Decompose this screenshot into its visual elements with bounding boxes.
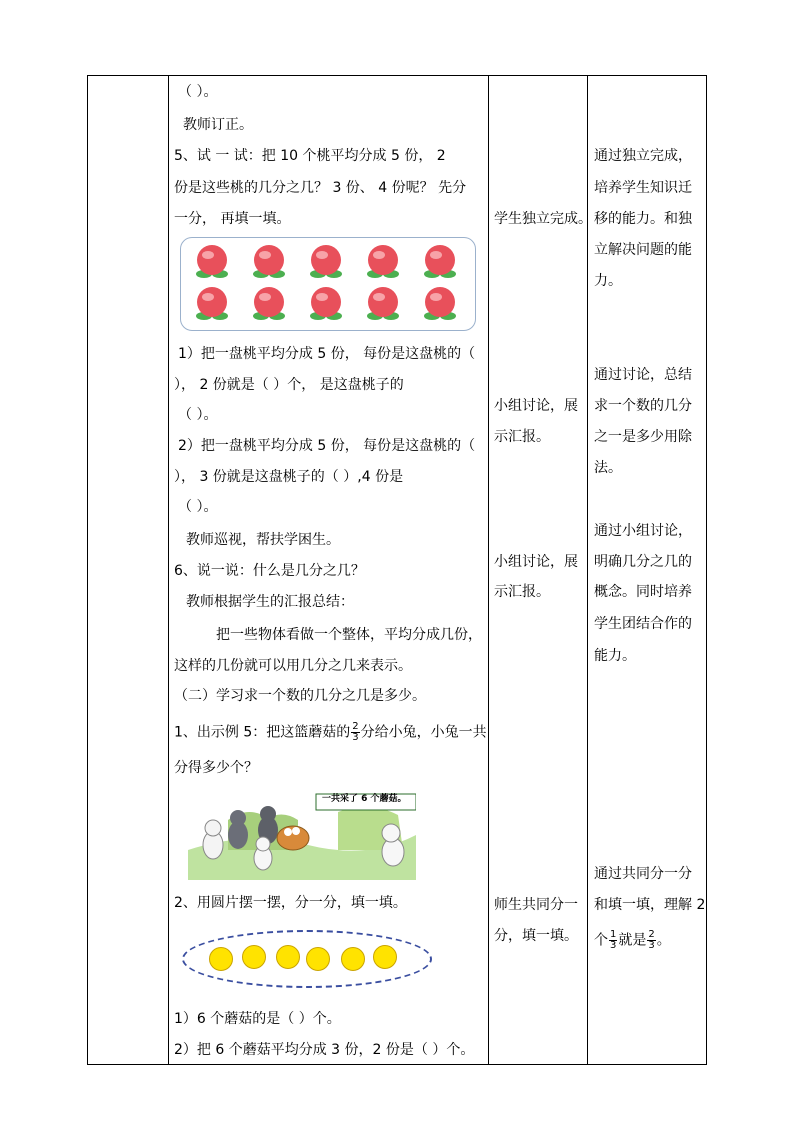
text-line: 把一些物体看做一个整体，平均分成几份，	[216, 627, 482, 643]
text-line: （ ）。	[178, 499, 218, 515]
activity-text: 示汇报。	[494, 584, 550, 600]
text-line: 教师巡视，帮扶学困生。	[186, 532, 340, 548]
intent-text: 立解决问题的能	[594, 242, 692, 258]
rabbits-illustration	[188, 790, 416, 880]
text-line: 5、试 一 试：把 10 个桃平均分成 5 份， 2	[174, 148, 446, 164]
activity-text: 小组讨论，展	[494, 398, 578, 414]
text-line: ）， 3 份就是这盘桃子的（ ）,4 份是	[174, 469, 404, 485]
text-line: 1）6 个蘑菇的是（ ）个。	[174, 1011, 341, 1027]
peach-plate	[180, 237, 476, 331]
intent-text: 明确几分之几的	[594, 554, 692, 570]
fraction	[647, 930, 655, 951]
intent-text: 概念。同时培养	[594, 584, 692, 600]
text-line: 一分， 再填一填。	[174, 211, 291, 227]
intent-text: 通过讨论，总结	[594, 367, 692, 383]
activity-text: 分，填一填。	[494, 928, 578, 944]
column-divider	[488, 75, 489, 1065]
activity-text: 示汇报。	[494, 429, 550, 445]
text-segment: 。	[656, 932, 671, 949]
yellow-counter	[209, 947, 233, 971]
activity-text: 小组讨论，展	[494, 554, 578, 570]
peaches-illustration	[181, 238, 475, 330]
activity-text: 学生独立完成。	[494, 211, 592, 227]
peach-icon	[253, 287, 285, 320]
text-line: 2、用圆片摆一摆，分一分，填一填。	[174, 895, 407, 911]
text-segment: 就是	[618, 932, 647, 949]
fraction-denominator: 3	[352, 732, 359, 743]
text-line: （ ）。	[178, 407, 218, 423]
peach-icon	[310, 287, 342, 320]
fraction-numerator: 2	[648, 929, 655, 940]
peach-icon	[424, 287, 456, 320]
intent-text: 力。	[594, 273, 622, 289]
peach-icon	[196, 287, 228, 320]
peach-icon	[367, 287, 399, 320]
yellow-counter	[373, 945, 397, 969]
intent-text: 和填一填，理解 2	[594, 897, 706, 913]
intent-text: 通过小组讨论，	[594, 523, 692, 539]
fraction	[609, 930, 617, 951]
intent-text: 求一个数的几分	[594, 398, 692, 414]
peach-icon	[424, 245, 456, 278]
fraction-denominator: 3	[610, 940, 617, 951]
yellow-counter	[341, 947, 365, 971]
activity-text: 师生共同分一	[494, 897, 578, 913]
intent-text: 法。	[594, 460, 622, 476]
text-segment: 分给小兔，小兔一共	[360, 724, 487, 741]
peach-icon	[310, 245, 342, 278]
intent-text: 通过独立完成，	[594, 148, 692, 164]
text-line: （ ）。	[178, 84, 218, 100]
text-segment: 1、出示例 5：把这篮蘑菇的	[174, 724, 351, 741]
yellow-counter	[242, 945, 266, 969]
peach-icon	[367, 245, 399, 278]
text-line: 教师根据学生的汇报总结：	[186, 594, 354, 610]
intent-text: 通过共同分一分	[594, 866, 692, 882]
illustration-caption: 一共采了 6 个蘑菇。	[322, 794, 407, 804]
intent-text: 之一是多少用除	[594, 429, 692, 445]
text-line: 2）把一盘桃平均分成 5 份， 每份是这盘桃的（	[178, 438, 476, 454]
text-line: ）， 2 份就是（ ）个， 是这盘桃子的	[174, 377, 404, 393]
peach-icon	[253, 245, 285, 278]
intent-text: 学生团结合作的	[594, 616, 692, 632]
text-line: 1）把一盘桃平均分成 5 份， 每份是这盘桃的（	[178, 346, 476, 362]
intent-text: 移的能力。和独	[594, 211, 692, 227]
intent-text: 能力。	[594, 648, 636, 664]
text-line: 这样的几份就可以用几分之几来表示。	[174, 658, 412, 674]
text-line	[174, 722, 487, 743]
text-line: 份是这些桃的几分之几？ 3 份、 4 份呢？ 先分	[174, 180, 467, 196]
intent-text: 培养学生知识迁	[594, 180, 692, 196]
yellow-counter	[306, 947, 330, 971]
text-line: 6、说一说：什么是几分之几？	[174, 563, 365, 579]
peach-icon	[196, 245, 228, 278]
text-line: （二）学习求一个数的几分之几是多少。	[174, 688, 426, 704]
fraction-numerator: 2	[352, 721, 359, 732]
column-divider	[168, 75, 169, 1065]
yellow-counter	[276, 945, 300, 969]
text-segment: 个	[594, 932, 608, 949]
fraction-denominator: 3	[648, 940, 655, 951]
fraction-numerator: 1	[610, 929, 617, 940]
intent-text	[594, 930, 671, 951]
fraction	[351, 722, 359, 743]
text-line: 2）把 6 个蘑菇平均分成 3 份，2 份是（ ）个。	[174, 1042, 475, 1058]
text-line: 分得多少个？	[174, 760, 258, 776]
text-line: 教师订正。	[183, 117, 253, 133]
